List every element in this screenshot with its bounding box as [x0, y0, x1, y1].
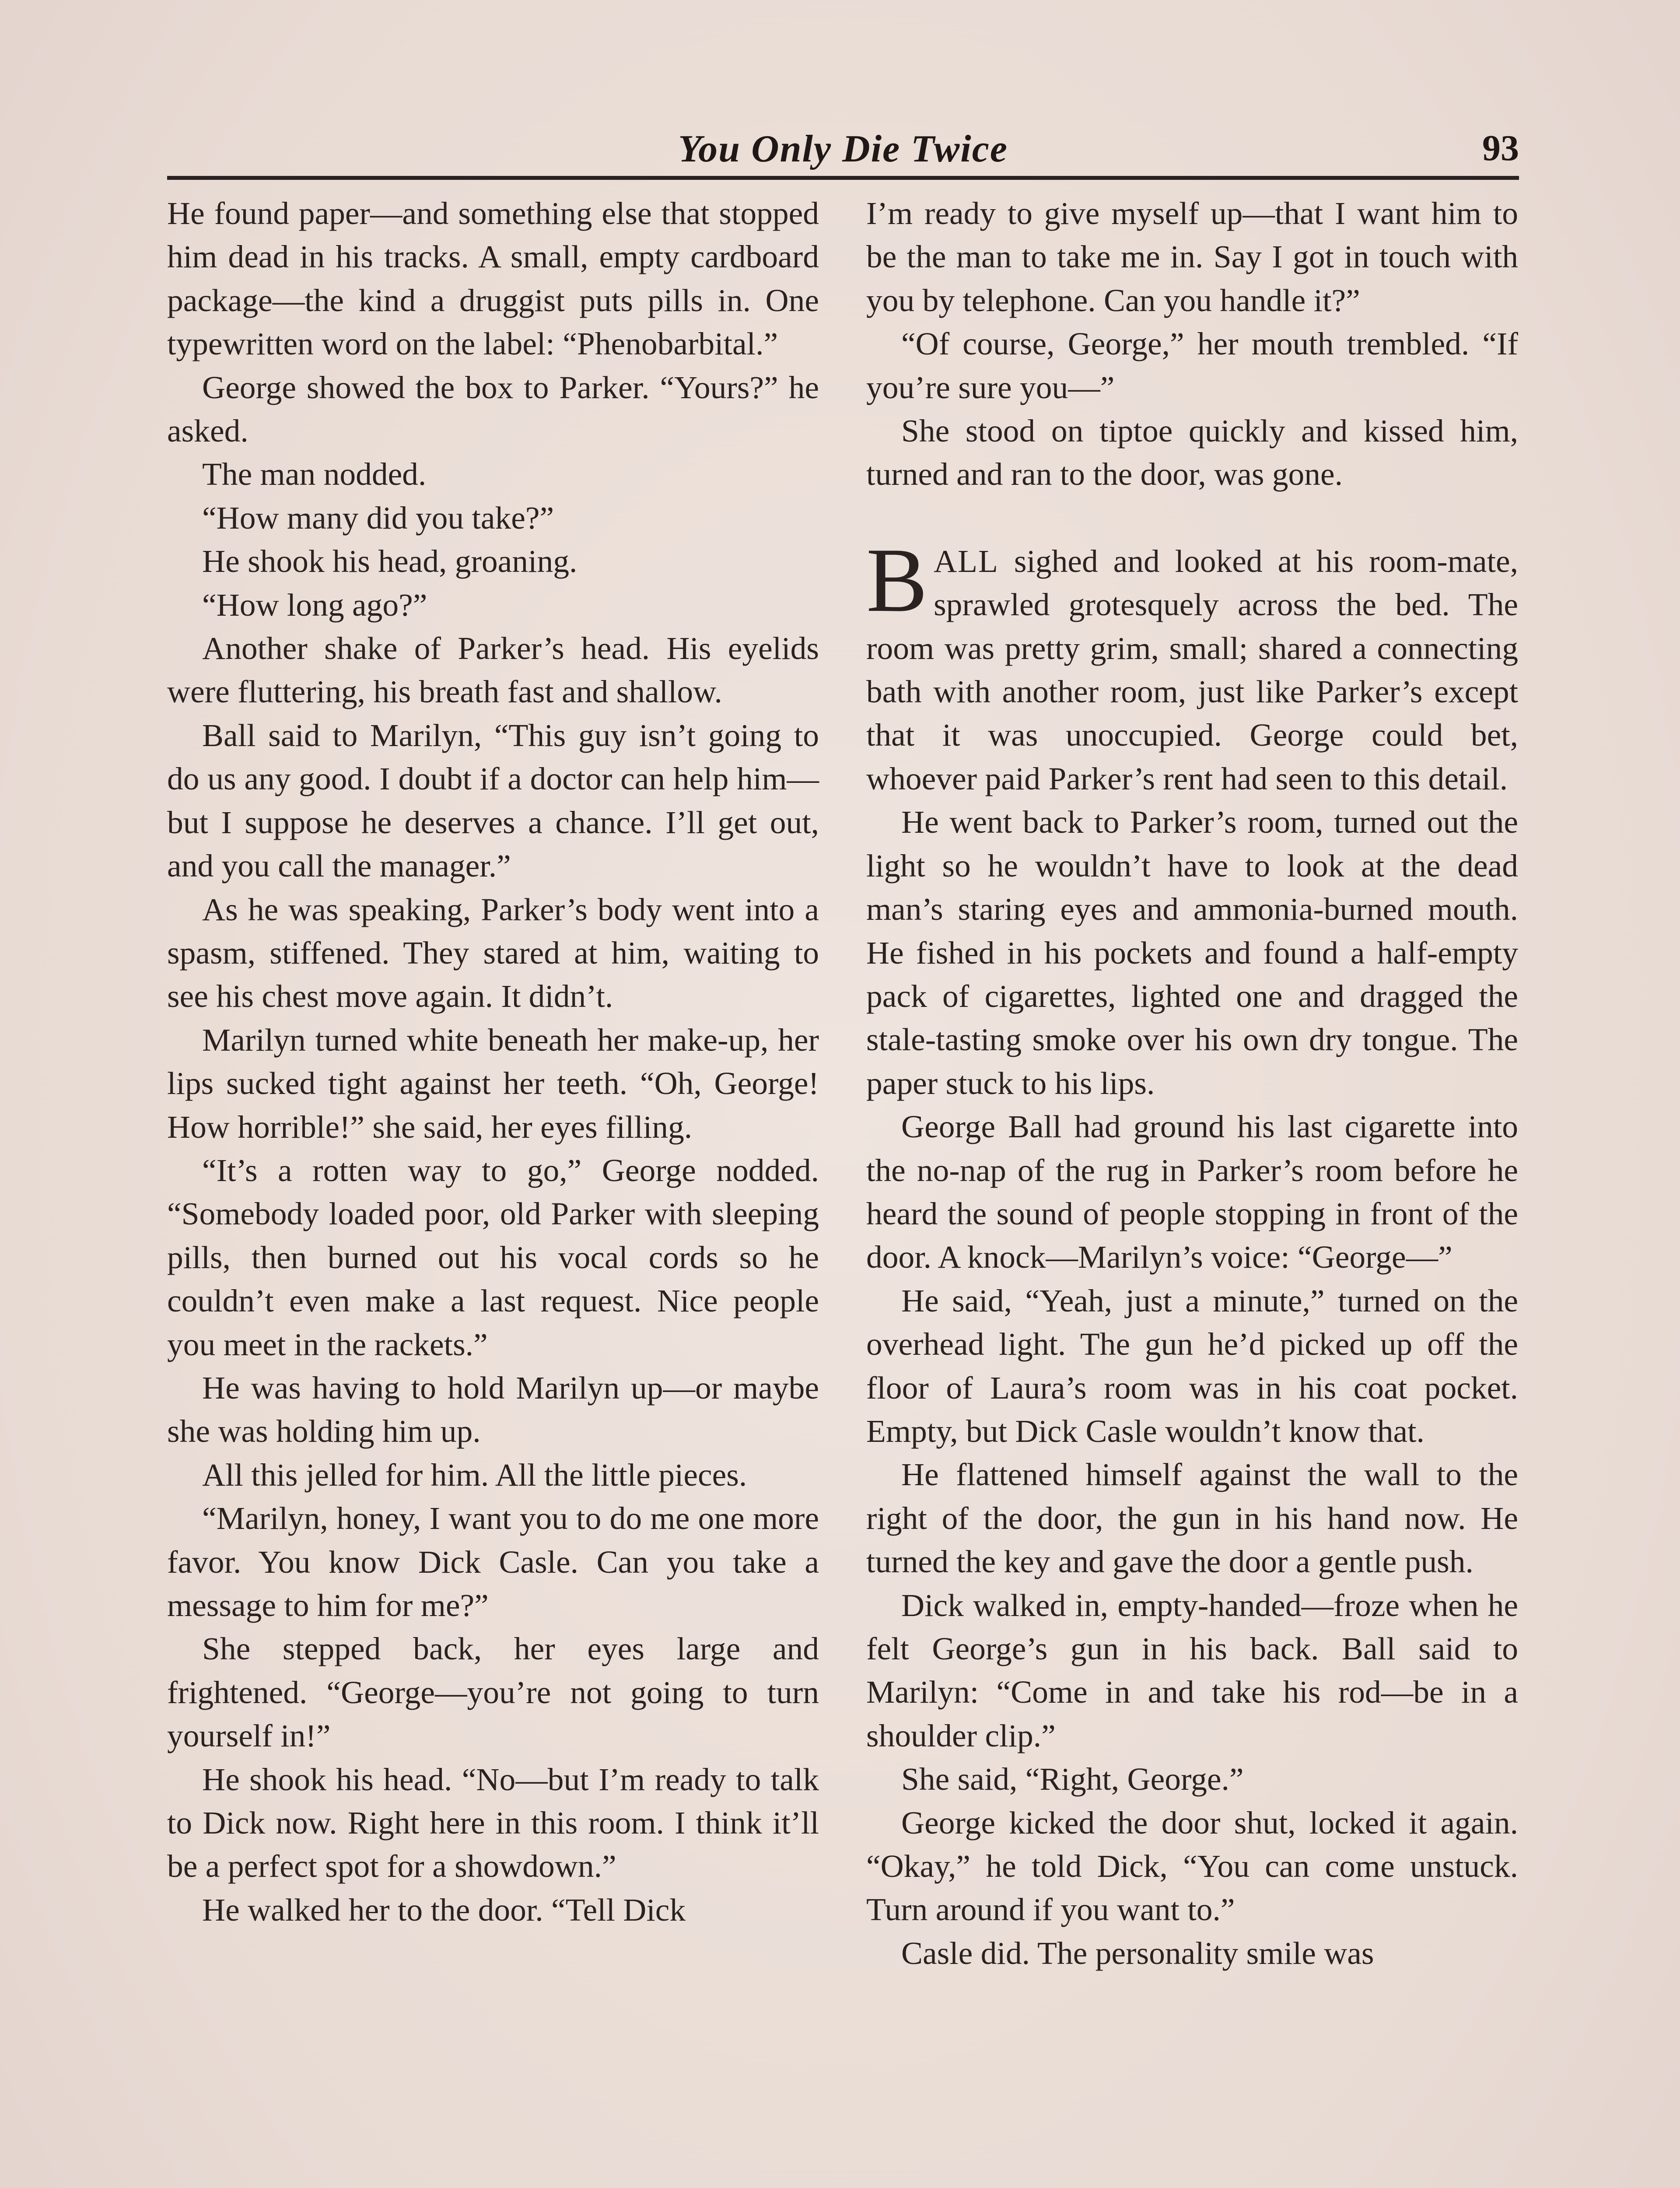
paragraph: Another shake of Parker’s head. His eyelids were fluttering, his breath fast and shallow. — [167, 631, 819, 710]
header-rule — [167, 176, 1519, 180]
paragraph: He walked her to the door. “Tell Dick — [202, 1892, 686, 1928]
paragraph: As he was speaking, Parker’s body went into a spasm, stiffened. They stared at him, waiting to see his chest move again. It didn’t. — [167, 891, 819, 1014]
paragraph: “How many did you take?” — [202, 500, 554, 536]
paragraph: He shook his head, groaning. — [202, 543, 578, 579]
paragraph: She stepped back, her eyes large and frightened. “George—you’re not going to turn yourself in!” — [167, 1631, 819, 1754]
paragraph: George showed the box to Parker. “Yours?” he asked. — [167, 369, 819, 449]
paragraph: He said, “Yeah, just a minute,” turned on the overhead light. The gun he’d picked up off the floor of Laura’s room was in his coat pocket. Empty, but Dick Casle wouldn’t know that. — [866, 1283, 1518, 1449]
paragraph: He flattened himself against the wall to the right of the door, the gun in his hand now. He turned the key and gave the door a gentle push. — [866, 1457, 1518, 1580]
page-header — [167, 127, 1519, 175]
paragraph: The man nodded. — [202, 456, 427, 492]
paragraph: All this jelled for him. All the little pieces. — [202, 1457, 747, 1493]
left-column — [167, 192, 819, 1932]
paragraph: I’m ready to give myself up—that I want him to be the man to take me in. Say I got in touch with you by telephone. Can you handle it?” — [866, 196, 1518, 318]
paragraph: She stood on tiptoe quickly and kissed him, turned and ran to the door, was gone. — [866, 413, 1518, 492]
paragraph: George kicked the door shut, locked it again. “Okay,” he told Dick, “You can come unstuck. Turn around if you want to.” — [866, 1805, 1518, 1928]
section-text: sighed and looked at his room-mate, sprawled grotesquely across the bed. The room was pretty grim, small; shared a connecting bath with another room, just like Parker’s except that it was unoccupied. George could bet, whoever paid Parker’s rent had seen to this detail. — [866, 543, 1518, 796]
paragraph: “It’s a rotten way to go,” George nodded. “Somebody loaded poor, old Parker with sleeping pills, then burned out his vocal cords so he couldn’t even make a last request. Nice people you meet in the rackets.” — [167, 1152, 819, 1362]
paragraph: He went back to Parker’s room, turned out the light so he wouldn’t have to look at the dead man’s staring eyes and ammonia-burned mouth. He fished in his pockets and found a half-empty pack of cigarettes, lighted one and dragged the stale-tasting smoke over his own dry tongue. The paper stuck to his lips. — [866, 804, 1518, 1101]
paragraph: She said, “Right, George.” — [901, 1761, 1244, 1797]
paragraph: “Of course, George,” her mouth trembled. “If you’re sure you—” — [866, 326, 1518, 405]
paragraph: He was having to hold Marilyn up—or maybe she was holding him up. — [167, 1370, 819, 1449]
page-number: 93 — [1482, 128, 1519, 168]
paragraph: “How long ago?” — [202, 587, 427, 623]
right-column — [866, 192, 1518, 1975]
running-title: You Only Die Twice — [678, 128, 1008, 170]
paragraph: Casle did. The personality smile was — [901, 1935, 1374, 1971]
paragraph: George Ball had ground his last cigarette into the no-nap of the rug in Parker’s room before he heard the sound of people stopping in front of the door. A knock—Marilyn’s voice: “George—” — [866, 1109, 1518, 1275]
paragraph: He shook his head. “No—but I’m ready to talk to Dick now. Right here in this room. I think it’ll be a perfect spot for a showdown.” — [167, 1761, 819, 1884]
paragraph: Ball said to Marilyn, “This guy isn’t going to do us any good. I doubt if a doctor can help him—but I suppose he deserves a chance. I’ll get out, and you call the manager.” — [167, 717, 819, 884]
paragraph: Marilyn turned white beneath her make-up, her lips sucked tight against her teeth. “Oh, George! How horrible!” she said, her eyes filling. — [167, 1022, 819, 1145]
small-caps-lead: ALL — [934, 543, 999, 579]
drop-cap: B — [866, 529, 928, 631]
paragraph: “Marilyn, honey, I want you to do me one more favor. You know Dick Casle. Can you take a message to him for me?” — [167, 1501, 819, 1623]
paragraph: He found paper—and something else that stopped him dead in his tracks. A small, empty cardboard package—the kind a druggist puts pills in. One typewritten word on the label: “Phenobarbital.” — [167, 196, 819, 362]
section-opening-paragraph — [866, 529, 1518, 800]
paragraph: Dick walked in, empty-handed—froze when he felt George’s gun in his back. Ball said to Marilyn: “Come in and take his rod—be in a shoulder clip.” — [866, 1587, 1518, 1753]
